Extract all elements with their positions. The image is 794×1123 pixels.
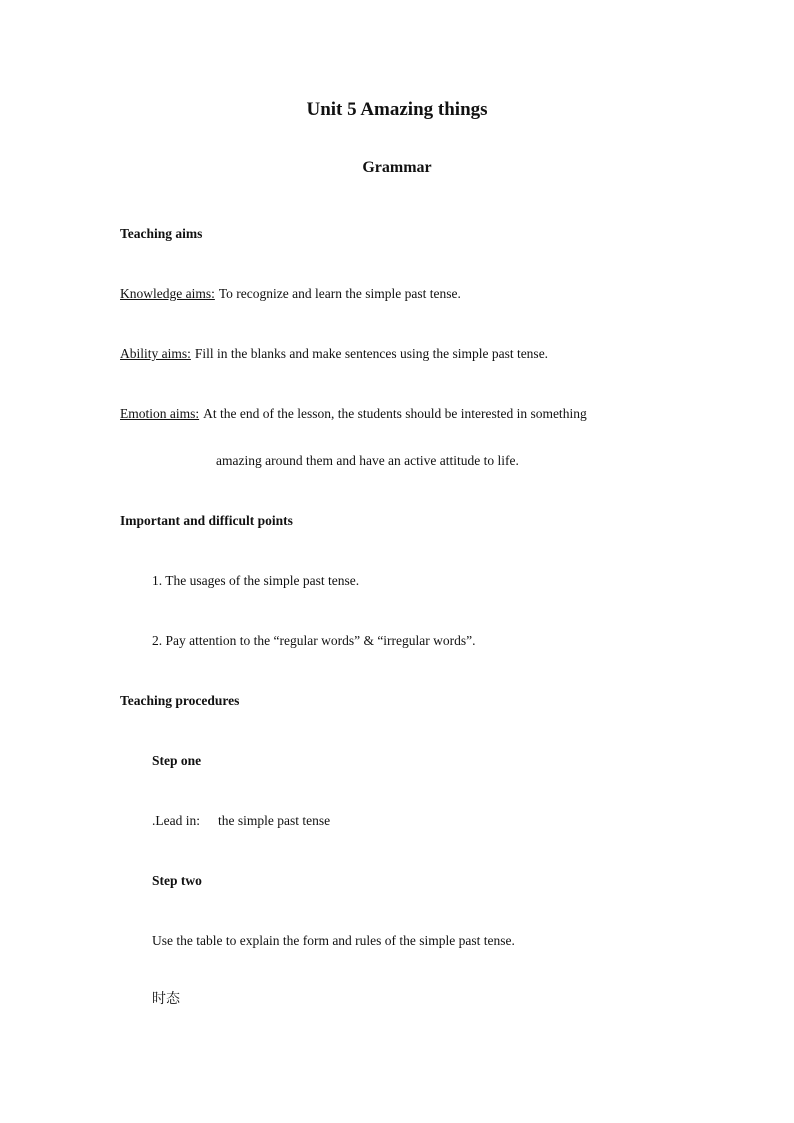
lead-in-text: the simple past tense — [217, 813, 331, 828]
emotion-aims-continuation: amazing around them and have an active attitude to life. — [216, 453, 519, 468]
step-two-text: Use the table to explain the form and rules of the simple past tense. — [152, 933, 515, 948]
ability-aims-text: Fill in the blanks and make sentences using the simple past tense. — [194, 346, 549, 361]
lead-in-label: .Lead in: — [152, 813, 200, 828]
ability-aims-line — [120, 345, 548, 363]
tense-label-chinese: 时态 — [152, 991, 180, 1007]
points-heading: Important and difficult points — [120, 513, 293, 528]
knowledge-aims-text: To recognize and learn the simple past tense. — [218, 286, 461, 301]
knowledge-aims-label: Knowledge aims: — [120, 286, 215, 301]
point-item-1: 1. The usages of the simple past tense. — [152, 573, 360, 588]
emotion-aims-label: Emotion aims: — [120, 406, 200, 421]
teaching-aims-heading: Teaching aims — [120, 226, 203, 241]
emotion-aims-line — [120, 405, 587, 423]
step-two-heading: Step two — [152, 873, 202, 888]
emotion-aims-text: At the end of the lesson, the students should be interested in something — [203, 406, 587, 421]
page-subtitle: Grammar — [362, 159, 432, 176]
step-one-heading: Step one — [152, 753, 202, 768]
ability-aims-label: Ability aims: — [120, 346, 191, 361]
page-title: Unit 5 Amazing things — [306, 99, 488, 120]
knowledge-aims-line — [120, 285, 461, 303]
point-item-2: 2. Pay attention to the “regular words” & “irregular words”. — [152, 633, 476, 648]
lead-in-line — [152, 812, 330, 830]
procedures-heading: Teaching procedures — [120, 693, 240, 708]
